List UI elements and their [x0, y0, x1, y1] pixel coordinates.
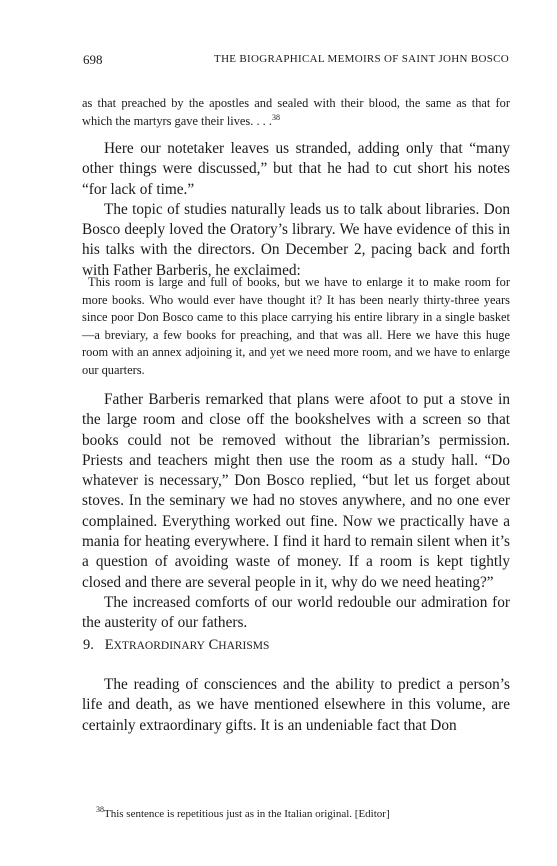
- footnote-marker: 38: [96, 805, 104, 814]
- section-title-rest-2: HARISMS: [218, 640, 270, 652]
- block-quote: [82, 274, 510, 380]
- running-head: THE BIOGRAPHICAL MEMOIRS OF SAINT JOHN BOSCO: [214, 53, 509, 65]
- page-number: 698: [83, 52, 103, 67]
- paragraph-libraries: The topic of studies naturally leads us to talk about libraries. Don Bosco deeply loved the Oratory’s library. We have evidence of this in his talks with the directors. On December 2, pacing back and forth with Father Barberis, he exclaimed:: [82, 200, 510, 279]
- paragraph-charisms: The reading of consciences and the ability to predict a person’s life and death, as we have mentioned elsewhere in this volume, are certainly extraordinary gifts. It is an undeniable fact that Don: [82, 676, 510, 734]
- continued-quote: [82, 95, 510, 130]
- section-number: 9.: [83, 637, 94, 653]
- section-title-rest-1: XTRAORDINARY: [113, 640, 205, 652]
- section-heading: [83, 637, 269, 654]
- section-title: [105, 637, 270, 653]
- section-title-initial-1: E: [104, 637, 114, 653]
- paragraph-notetaker: Here our notetaker leaves us stranded, adding only that “many other things were discussed,” but that he had to cut short his notes “for lack of time.”: [82, 140, 510, 198]
- footnote-text: This sentence is repetitious just as in the Italian original. [Editor]: [104, 808, 390, 820]
- paragraph-austerity: The increased comforts of our world redouble our admiration for the austerity of our fathers.: [82, 593, 510, 632]
- body-text-2: [82, 390, 510, 634]
- block-quote-text: This room is large and full of books, but we have to enlarge it to make room for more books. Who would ever have thought it? It has been nearly thirty-three years since poor Don Bosco came to this place carrying his entire library in a single basket—a breviary, a few books for preaching, and that was all. Here we have this huge room with an annex adjoining it, and yet we need more room, and we have to enlarge our quarters.: [82, 275, 510, 377]
- section-title-initial-2: C: [208, 637, 219, 653]
- paragraph-stove: Father Barberis remarked that plans were afoot to put a stove in the large room and close off the bookshelves with a screen so that books could not be removed without the librarian’s permission. Priests and teachers might then use the room as a study hall. “Do whatever is necessary,” Don Bosco replied, “but let us forget about stoves. In the seminary we had no stoves anywhere, and no one ever complained. Everything worked out fine. Now we practically have a mania for heating everywhere. I find it hard to remain silent when it’s a question of avoiding waste of money. If a room is kept tightly closed and there are several people in it, why do we need heating?”: [82, 391, 510, 591]
- footnote-reference: 38: [271, 112, 280, 122]
- continued-quote-text: [82, 95, 510, 130]
- continued-quote-body: as that preached by the apostles and sealed with their blood, the same as that for which the martyrs gave their lives. . . .: [82, 96, 510, 128]
- footnote: [96, 805, 390, 820]
- body-text-3: [82, 675, 510, 736]
- body-text-1: [82, 139, 510, 281]
